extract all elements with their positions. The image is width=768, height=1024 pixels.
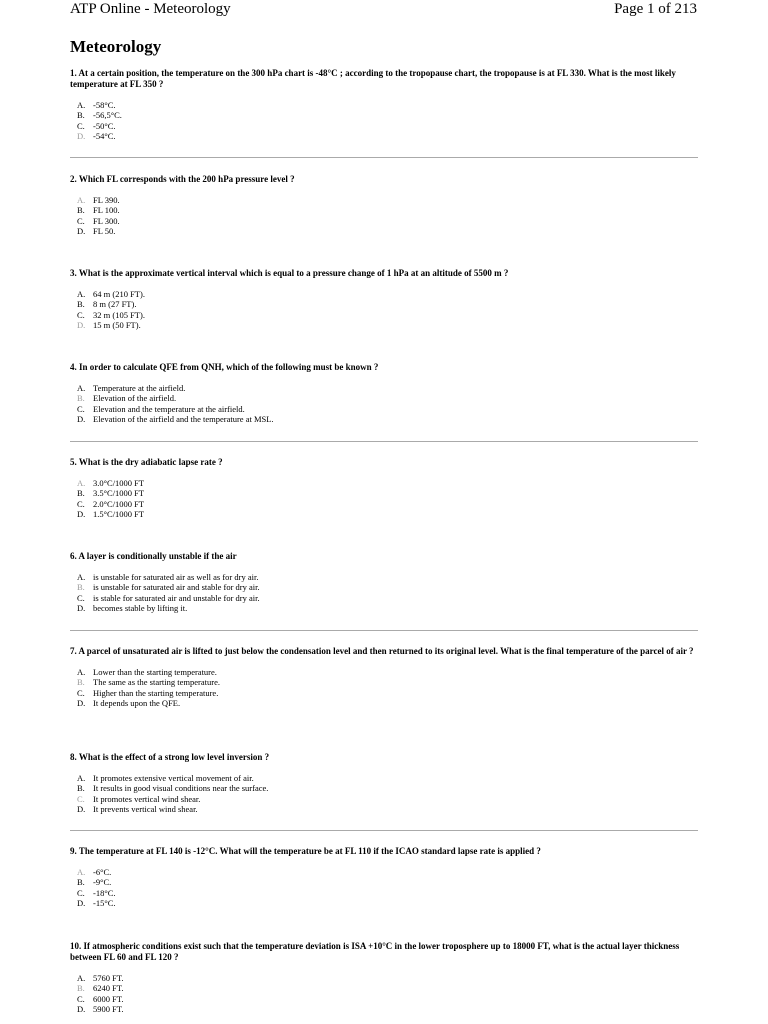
option-letter: B. bbox=[77, 299, 85, 310]
answer-option bbox=[77, 867, 698, 877]
option-text: It depends upon the QFE. bbox=[93, 698, 181, 709]
option-letter: D. bbox=[77, 898, 86, 909]
option-letter: C. bbox=[77, 993, 85, 1004]
question-6 bbox=[70, 551, 698, 614]
answer-options bbox=[70, 867, 698, 909]
page-number: Page 1 of 213 bbox=[614, 1, 697, 17]
answer-option bbox=[77, 804, 698, 814]
document-title: Meteorology bbox=[70, 37, 162, 56]
option-text: -15°C. bbox=[93, 898, 116, 909]
answer-option bbox=[77, 414, 698, 424]
option-letter: C. bbox=[77, 403, 85, 414]
option-text: 64 m (210 FT). bbox=[93, 289, 145, 299]
option-letter: D. bbox=[77, 226, 86, 237]
answer-option bbox=[77, 783, 698, 793]
option-letter: C. bbox=[77, 887, 85, 898]
site-title: ATP Online - Meteorology bbox=[70, 1, 231, 17]
option-letter: C. bbox=[77, 687, 85, 698]
section-divider bbox=[70, 441, 698, 442]
option-letter: B. bbox=[77, 983, 85, 994]
answer-option bbox=[77, 677, 698, 687]
option-text: 6240 FT. bbox=[93, 983, 124, 994]
answer-option bbox=[77, 888, 698, 898]
option-text: 1.5°C/1000 FT bbox=[93, 509, 145, 520]
answer-options bbox=[70, 973, 698, 1015]
option-text: 5760 FT. bbox=[93, 973, 124, 983]
option-text: 3.0°C/1000 FT bbox=[93, 478, 145, 488]
option-letter: A. bbox=[77, 773, 86, 783]
option-letter: A. bbox=[77, 572, 86, 582]
option-text: -18°C. bbox=[93, 887, 116, 898]
answer-options bbox=[70, 289, 698, 331]
answer-option bbox=[77, 320, 698, 330]
answer-option bbox=[77, 582, 698, 592]
option-letter: B. bbox=[77, 677, 85, 688]
question-text: 6. A layer is conditionally unstable if the air bbox=[70, 551, 237, 561]
option-text: 2.0°C/1000 FT bbox=[93, 498, 145, 509]
answer-option bbox=[77, 877, 698, 887]
option-letter: C. bbox=[77, 793, 85, 804]
question-text: 2. Which FL corresponds with the 200 hPa pressure level ? bbox=[70, 174, 295, 184]
answer-option bbox=[77, 698, 698, 708]
option-text: -54°C. bbox=[93, 131, 116, 142]
question-1 bbox=[70, 68, 698, 142]
option-letter: D. bbox=[77, 414, 86, 425]
answer-options bbox=[70, 773, 698, 815]
option-letter: B. bbox=[77, 488, 85, 499]
question-8 bbox=[70, 752, 698, 815]
option-text: 3.5°C/1000 FT bbox=[93, 488, 145, 499]
answer-option bbox=[77, 383, 698, 393]
option-letter: B. bbox=[77, 582, 85, 593]
option-text: becomes stable by lifting it. bbox=[93, 603, 188, 614]
option-text: FL 50. bbox=[93, 226, 116, 237]
option-text: It promotes vertical wind shear. bbox=[93, 793, 201, 804]
option-letter: C. bbox=[77, 592, 85, 603]
option-text: Elevation and the temperature at the airfield. bbox=[93, 403, 245, 414]
option-text: -9°C. bbox=[93, 877, 112, 888]
question-text: 4. In order to calculate QFE from QNH, which of the following must be known ? bbox=[70, 362, 379, 372]
answer-option bbox=[77, 509, 698, 519]
option-letter: A. bbox=[77, 383, 86, 393]
answer-option bbox=[77, 603, 698, 613]
question-text: 8. What is the effect of a strong low level inversion ? bbox=[70, 752, 270, 762]
answer-option bbox=[77, 983, 698, 993]
option-text: It prevents vertical wind shear. bbox=[93, 804, 198, 815]
answer-option bbox=[77, 499, 698, 509]
option-text: is unstable for saturated air as well as for dry air. bbox=[93, 572, 259, 582]
answer-options bbox=[70, 383, 698, 425]
answer-option bbox=[77, 572, 698, 582]
option-letter: A. bbox=[77, 478, 86, 488]
option-text: It promotes extensive vertical movement of air. bbox=[93, 773, 254, 783]
option-text: Elevation of the airfield and the temperature at MSL. bbox=[93, 414, 274, 425]
question-4 bbox=[70, 362, 698, 425]
answer-options bbox=[70, 100, 698, 142]
option-letter: A. bbox=[77, 973, 86, 983]
option-letter: D. bbox=[77, 131, 86, 142]
option-text: -58°C. bbox=[93, 100, 116, 110]
answer-option bbox=[77, 100, 698, 110]
answer-option bbox=[77, 688, 698, 698]
option-letter: C. bbox=[77, 120, 85, 131]
answer-option bbox=[77, 794, 698, 804]
option-text: is unstable for saturated air and stable for dry air. bbox=[93, 582, 260, 593]
answer-option bbox=[77, 121, 698, 131]
option-letter: A. bbox=[77, 100, 86, 110]
answer-option bbox=[77, 110, 698, 120]
answer-option bbox=[77, 973, 698, 983]
option-letter: B. bbox=[77, 205, 85, 216]
option-text: 15 m (50 FT). bbox=[93, 320, 141, 331]
question-9 bbox=[70, 846, 698, 909]
option-letter: D. bbox=[77, 804, 86, 815]
answer-option bbox=[77, 289, 698, 299]
option-text: -50°C. bbox=[93, 120, 116, 131]
answer-option bbox=[77, 667, 698, 677]
question-3 bbox=[70, 268, 698, 331]
answer-options bbox=[70, 572, 698, 614]
question-7 bbox=[70, 646, 698, 709]
option-letter: D. bbox=[77, 320, 86, 331]
page-header bbox=[0, 0, 768, 22]
option-letter: A. bbox=[77, 289, 86, 299]
question-text: 7. A parcel of unsaturated air is lifted to just below the condensation level and then returned to its original level. What is the final temperature of the parcel of air ? bbox=[70, 646, 694, 656]
option-text: FL 390. bbox=[93, 195, 120, 205]
answer-option bbox=[77, 898, 698, 908]
option-text: Lower than the starting temperature. bbox=[93, 667, 217, 677]
answer-option bbox=[77, 131, 698, 141]
answer-option bbox=[77, 478, 698, 488]
answer-option bbox=[77, 488, 698, 498]
option-text: Higher than the starting temperature. bbox=[93, 687, 219, 698]
option-letter: B. bbox=[77, 110, 85, 121]
answer-options bbox=[70, 195, 698, 237]
option-text: -6°C. bbox=[93, 867, 112, 877]
option-text: FL 300. bbox=[93, 215, 120, 226]
option-text: FL 100. bbox=[93, 205, 120, 216]
option-text: 32 m (105 FT). bbox=[93, 309, 145, 320]
section-divider bbox=[70, 630, 698, 631]
question-text: 9. The temperature at FL 140 is -12°C. What will the temperature be at FL 110 if the ICAO standard lapse rate is applied ? bbox=[70, 846, 541, 856]
option-letter: C. bbox=[77, 215, 85, 226]
option-letter: A. bbox=[77, 667, 86, 677]
answer-option bbox=[77, 299, 698, 309]
answer-option bbox=[77, 1004, 698, 1014]
option-letter: D. bbox=[77, 1004, 86, 1015]
answer-option bbox=[77, 195, 698, 205]
answer-option bbox=[77, 216, 698, 226]
question-text: 3. What is the approximate vertical interval which is equal to a pressure change of 1 hPa at an altitude of 5500 m ? bbox=[70, 268, 509, 278]
option-text: is stable for saturated air and unstable for dry air. bbox=[93, 592, 260, 603]
option-letter: D. bbox=[77, 603, 86, 614]
question-10 bbox=[70, 941, 698, 1015]
option-letter: B. bbox=[77, 877, 85, 888]
answer-option bbox=[77, 310, 698, 320]
question-text: 10. If atmospheric conditions exist such that the temperature deviation is ISA +10°C in the lower troposphere up to 18000 FT, what is the actual layer thickness between FL 60 and FL 120 ? bbox=[70, 941, 680, 962]
option-text: The same as the starting temperature. bbox=[93, 677, 220, 688]
option-text: It results in good visual conditions near the surface. bbox=[93, 783, 269, 794]
option-letter: A. bbox=[77, 867, 86, 877]
option-text: Elevation of the airfield. bbox=[93, 393, 177, 404]
answer-option bbox=[77, 994, 698, 1004]
section-divider bbox=[70, 157, 698, 158]
answer-options bbox=[70, 667, 698, 709]
question-2 bbox=[70, 174, 698, 237]
question-5 bbox=[70, 457, 698, 520]
option-text: -56,5°C. bbox=[93, 110, 122, 121]
answer-option bbox=[77, 773, 698, 783]
option-letter: C. bbox=[77, 309, 85, 320]
option-letter: C. bbox=[77, 498, 85, 509]
option-text: Temperature at the airfield. bbox=[93, 383, 186, 393]
answer-options bbox=[70, 478, 698, 520]
option-letter: D. bbox=[77, 509, 86, 520]
option-text: 6000 FT. bbox=[93, 993, 124, 1004]
option-text: 5900 FT. bbox=[93, 1004, 124, 1015]
answer-option bbox=[77, 593, 698, 603]
question-text: 1. At a certain position, the temperature on the 300 hPa chart is -48°C ; according to the tropopause chart, the tropopause is at FL 330. What is the most likely temperature at FL 350 ? bbox=[70, 68, 676, 89]
option-letter: B. bbox=[77, 783, 85, 794]
answer-option bbox=[77, 226, 698, 236]
question-text: 5. What is the dry adiabatic lapse rate ? bbox=[70, 457, 223, 467]
option-letter: B. bbox=[77, 393, 85, 404]
option-letter: A. bbox=[77, 195, 86, 205]
option-text: 8 m (27 FT). bbox=[93, 299, 137, 310]
answer-option bbox=[77, 205, 698, 215]
answer-option bbox=[77, 404, 698, 414]
answer-option bbox=[77, 393, 698, 403]
section-divider bbox=[70, 830, 698, 831]
option-letter: D. bbox=[77, 698, 86, 709]
